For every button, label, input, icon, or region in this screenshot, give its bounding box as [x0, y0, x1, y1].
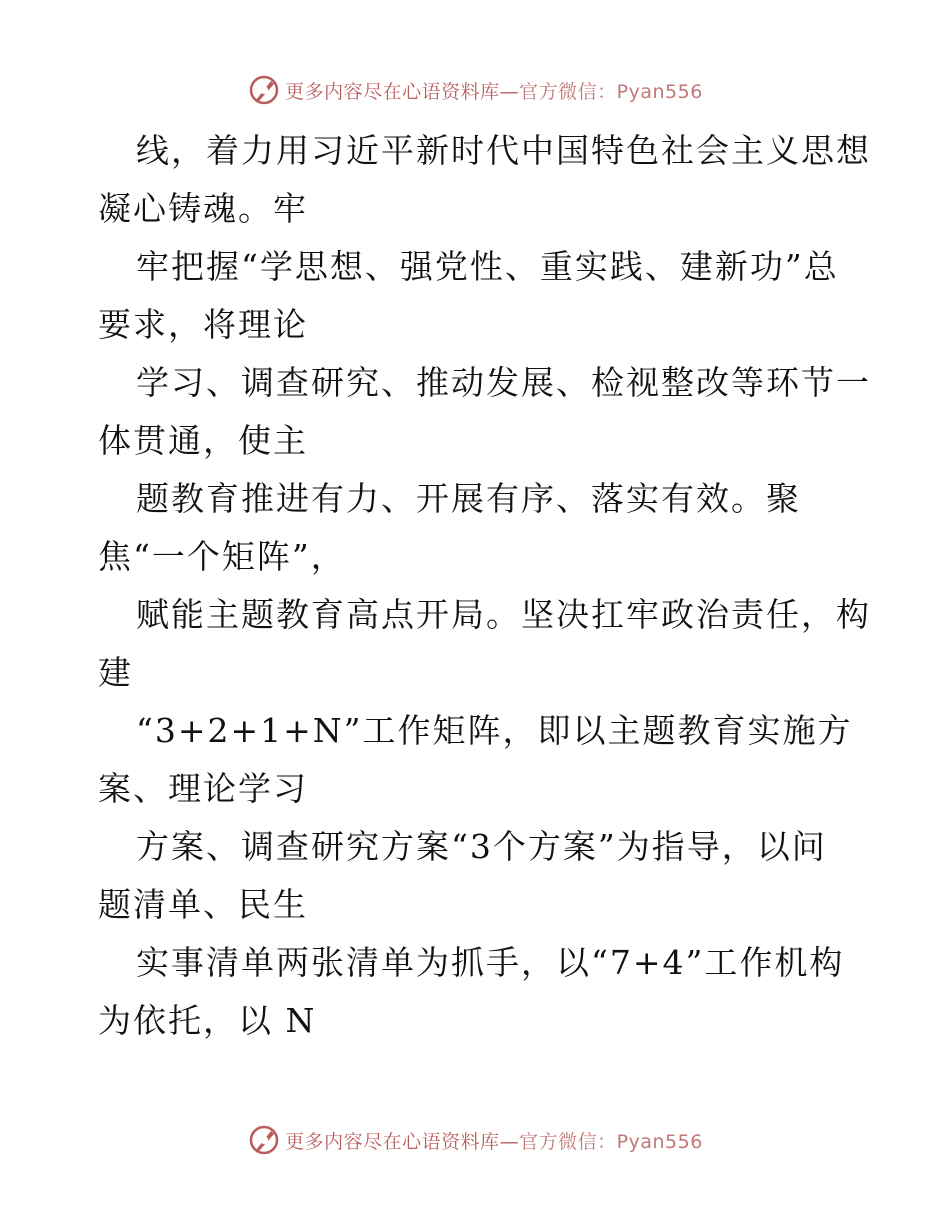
- footer-watermark: [0, 1120, 950, 1160]
- paragraph: [98, 122, 871, 238]
- paragraph-line: 为依托，以 N: [98, 1001, 317, 1040]
- paragraph-line: “3+2+1+N”工作矩阵，即以主题教育实施方: [136, 711, 853, 750]
- paragraph: [98, 586, 871, 702]
- quill-circle-logo-icon: [247, 73, 281, 107]
- paragraph-line: 案、理论学习: [98, 769, 308, 808]
- paragraph: [98, 702, 858, 818]
- watermark-text: 更多内容尽在心语资料库—: [285, 80, 520, 103]
- paragraph: [98, 470, 858, 586]
- paragraph-line: 实事清单两张清单为抓手，以“7+4”工作机构: [136, 943, 845, 982]
- paragraph-line: 线，着力用习近平新时代中国特色社会主义思想: [136, 131, 871, 170]
- header-watermark: [0, 70, 950, 110]
- watermark-text: 更多内容尽在心语资料库—: [285, 1130, 520, 1153]
- paragraph-line: 焦“一个矩阵”，: [98, 537, 346, 576]
- quill-circle-logo-icon: [247, 1123, 281, 1157]
- paragraph-line: 牢把握“学思想、强党性、重实践、建新功”总: [136, 247, 839, 286]
- watermark-contact: 官方微信：Pyan556: [519, 80, 703, 103]
- paragraph: [98, 238, 858, 354]
- paragraph: [98, 354, 871, 470]
- paragraph-line: 凝心铸魂。牢: [98, 189, 308, 228]
- paragraph-line: 建: [98, 653, 133, 692]
- paragraph-line: 题清单、民生: [98, 885, 308, 924]
- paragraph-line: 方案、调查研究方案“3个方案”为指导，以问: [136, 827, 827, 866]
- paragraph-line: 体贯通，使主: [98, 421, 308, 460]
- paragraph-line: 要求，将理论: [98, 305, 308, 344]
- paragraph-line: 赋能主题教育高点开局。坚决扛牢政治责任，构: [136, 595, 871, 634]
- document-body: [98, 122, 871, 1050]
- paragraph-line: 题教育推进有力、开展有序、落实有效。聚: [136, 479, 801, 518]
- paragraph-line: 学习、调查研究、推动发展、检视整改等环节一: [136, 363, 871, 402]
- paragraph: [98, 818, 858, 934]
- watermark-contact: 官方微信：Pyan556: [519, 1130, 703, 1153]
- paragraph: [98, 934, 858, 1050]
